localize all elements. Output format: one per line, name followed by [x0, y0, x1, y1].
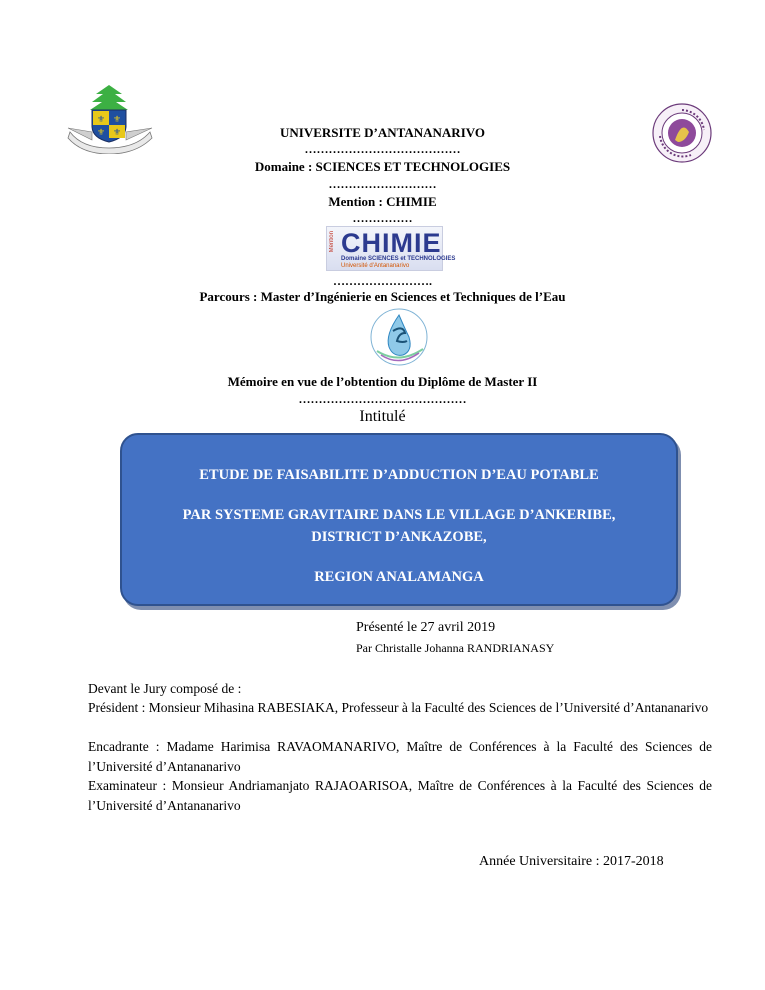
author-name: Par Christalle Johanna RANDRIANASY [356, 641, 555, 655]
mention-label: Mention : CHIMIE [328, 194, 437, 209]
svg-text:⚜: ⚜ [112, 128, 122, 138]
university-name: UNIVERSITE D’ANTANANARIVO [280, 125, 485, 140]
thesis-title-line: ETUDE DE FAISABILITE D’ADDUCTION D’EAU POTABLE [199, 467, 599, 483]
svg-text:⚜: ⚜ [96, 128, 106, 138]
academic-year: Année Universitaire : 2017-2018 [479, 854, 664, 869]
chimie-logo-university: Université d'Antananarivo [341, 263, 410, 269]
separator-dots: ……………………… [328, 177, 437, 191]
chimie-logo [326, 226, 456, 271]
chimie-logo-subtitle: Domaine SCIENCES et TECHNOLOGIES [341, 256, 456, 262]
thesis-title-line: DISTRICT D’ANKAZOBE, [311, 529, 487, 545]
thesis-title-line: PAR SYSTEME GRAVITAIRE DANS LE VILLAGE D’ANKERIBE, [182, 507, 616, 523]
jury-president: Président : Monsieur Mihasina RABESIAKA, Professeur à la Faculté des Sciences de l’Université d’Antananarivo [88, 700, 709, 715]
separator-dots: …………………………………… [298, 392, 467, 406]
separator-dots: …………… [352, 211, 413, 225]
svg-text:⚜: ⚜ [96, 115, 106, 125]
domain-label: Domaine : SCIENCES ET TECHNOLOGIES [254, 159, 511, 174]
separator-dots: ………………………………… [304, 142, 461, 156]
parcours-label: Parcours : Master d’Ingénierie en Sciences et Techniques de l’Eau [199, 289, 566, 304]
memoire-purpose: Mémoire en vue de l’obtention du Diplôme de Master II [227, 374, 538, 389]
chimie-logo-side-text: Mention [329, 231, 335, 253]
presentation-date: Présenté le 27 avril 2019 [356, 620, 496, 635]
thesis-title-line: REGION ANALAMANGA [314, 569, 484, 585]
jury-encadrante: Encadrante : Madame Harimisa RAVAOMANARIVO, Maître de Conférences à la Faculté des Sciences de l’Université d’Antananarivo [88, 739, 712, 774]
jury-examinateur: Examinateur : Monsieur Andriamanjato RAJAOARISOA, Maître de Conférences à la Faculté des Sciences de l’Université d’Antananarivo [88, 778, 712, 813]
jury-intro: Devant le Jury composé de : [88, 681, 242, 696]
intitule-label: Intitulé [359, 408, 406, 425]
svg-text:⚜: ⚜ [112, 115, 122, 125]
thesis-title-box [120, 433, 678, 606]
water-sciences-logo [363, 307, 435, 367]
chimie-logo-word: CHIMIE [341, 228, 442, 258]
separator-dots: ……………………. [333, 274, 432, 288]
